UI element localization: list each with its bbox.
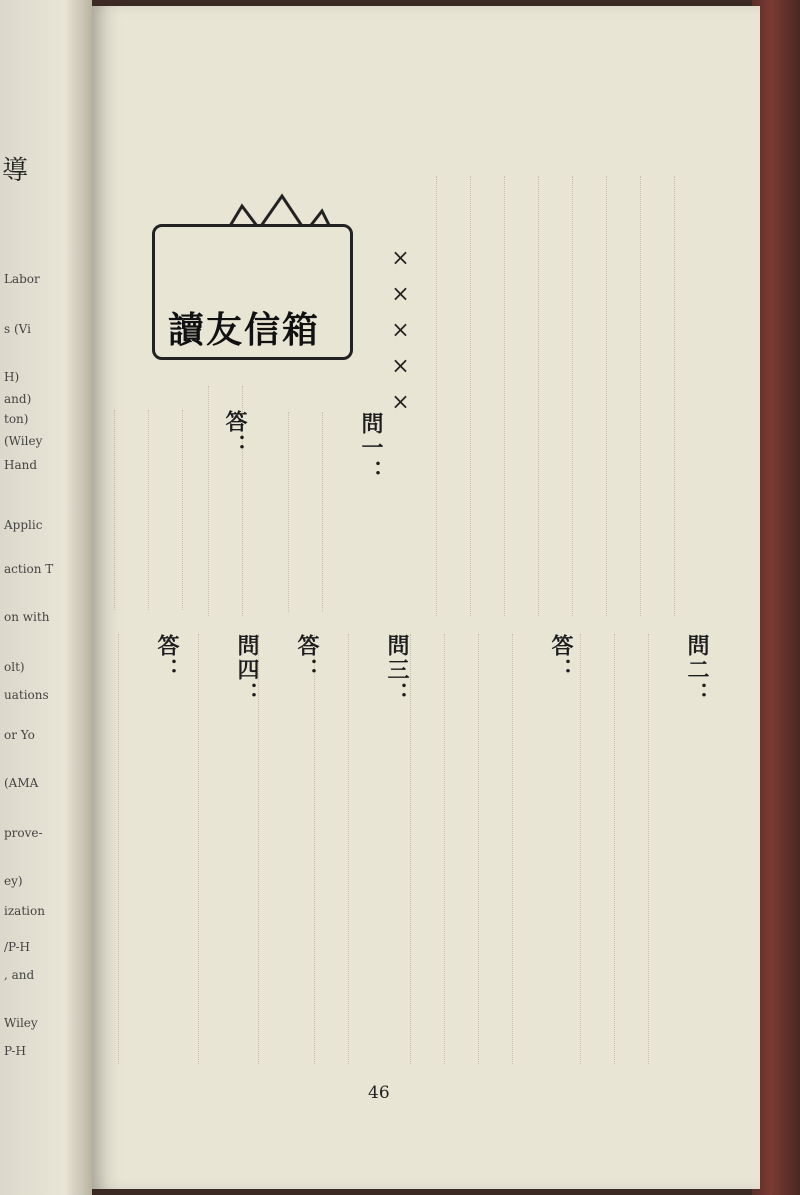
answer-label: 答：: [548, 634, 574, 682]
facing-page-fragment: action T: [4, 562, 54, 576]
answer-label: 答：: [154, 634, 180, 682]
text-column: [606, 176, 637, 616]
facing-page-fragment: s (Vi: [4, 322, 31, 336]
text-column: [410, 634, 441, 1064]
text-column: [118, 634, 149, 1064]
section-title-illustration: [132, 186, 364, 356]
document-page: [92, 6, 760, 1189]
text-column: [348, 634, 379, 1064]
text-column: [640, 176, 671, 616]
page-number: 46: [368, 1083, 390, 1103]
facing-page: [0, 0, 92, 1195]
facing-page-fragment: ey): [4, 874, 23, 888]
section-title: 讀友信箱: [168, 310, 321, 351]
facing-page-fragment: and): [4, 392, 32, 406]
facing-page-fragment: (AMA: [4, 776, 39, 790]
facing-page-fragment: P-H: [4, 1044, 26, 1058]
facing-page-fragment: (Wiley: [4, 434, 43, 448]
text-column: [580, 634, 611, 1064]
facing-page-fragment: , and: [4, 968, 35, 982]
facing-page-fragment: H): [4, 370, 20, 384]
facing-page-fragment: prove-: [4, 826, 43, 840]
answer-label: 答：: [222, 410, 248, 458]
text-column: [674, 176, 705, 616]
facing-page-fragment: Hand: [4, 458, 38, 472]
facing-page-fragment: olt): [4, 660, 25, 674]
text-column: [470, 176, 501, 616]
text-column: [182, 410, 213, 610]
text-column: [288, 412, 319, 612]
facing-page-fragment: ton): [4, 412, 29, 426]
facing-page-fragment: on with: [4, 610, 50, 624]
answer-label: 答：: [294, 634, 320, 682]
facing-page-fragment: Labor: [4, 272, 40, 286]
facing-page-fragment: or Yo: [4, 728, 35, 742]
text-column: [512, 634, 543, 1064]
text-column: [314, 634, 345, 1064]
separator-crosses: × × × × ×: [388, 246, 413, 417]
text-column: [648, 634, 679, 1064]
question-label: 問二：: [684, 634, 710, 706]
facing-page-glyph: 導: [2, 156, 29, 186]
text-column: [444, 634, 475, 1064]
question-label: 問一：: [358, 412, 384, 484]
text-column: [198, 634, 229, 1064]
text-column: [614, 634, 645, 1064]
text-column: [572, 176, 603, 616]
question-label: 問三：: [384, 634, 410, 706]
text-column: [114, 410, 145, 610]
text-column: [148, 410, 179, 610]
facing-page-fragment: ization: [4, 904, 45, 918]
text-column: [538, 176, 569, 616]
facing-page-fragment: Wiley: [4, 1016, 38, 1030]
text-column: [436, 176, 467, 616]
text-column: [478, 634, 509, 1064]
text-column: [504, 176, 535, 616]
facing-page-fragment: /P-H: [4, 940, 30, 954]
facing-page-fragment: Applic: [4, 518, 43, 532]
text-column: [322, 412, 353, 612]
question-label: 問四：: [234, 634, 260, 706]
facing-page-fragment: uations: [4, 688, 49, 702]
